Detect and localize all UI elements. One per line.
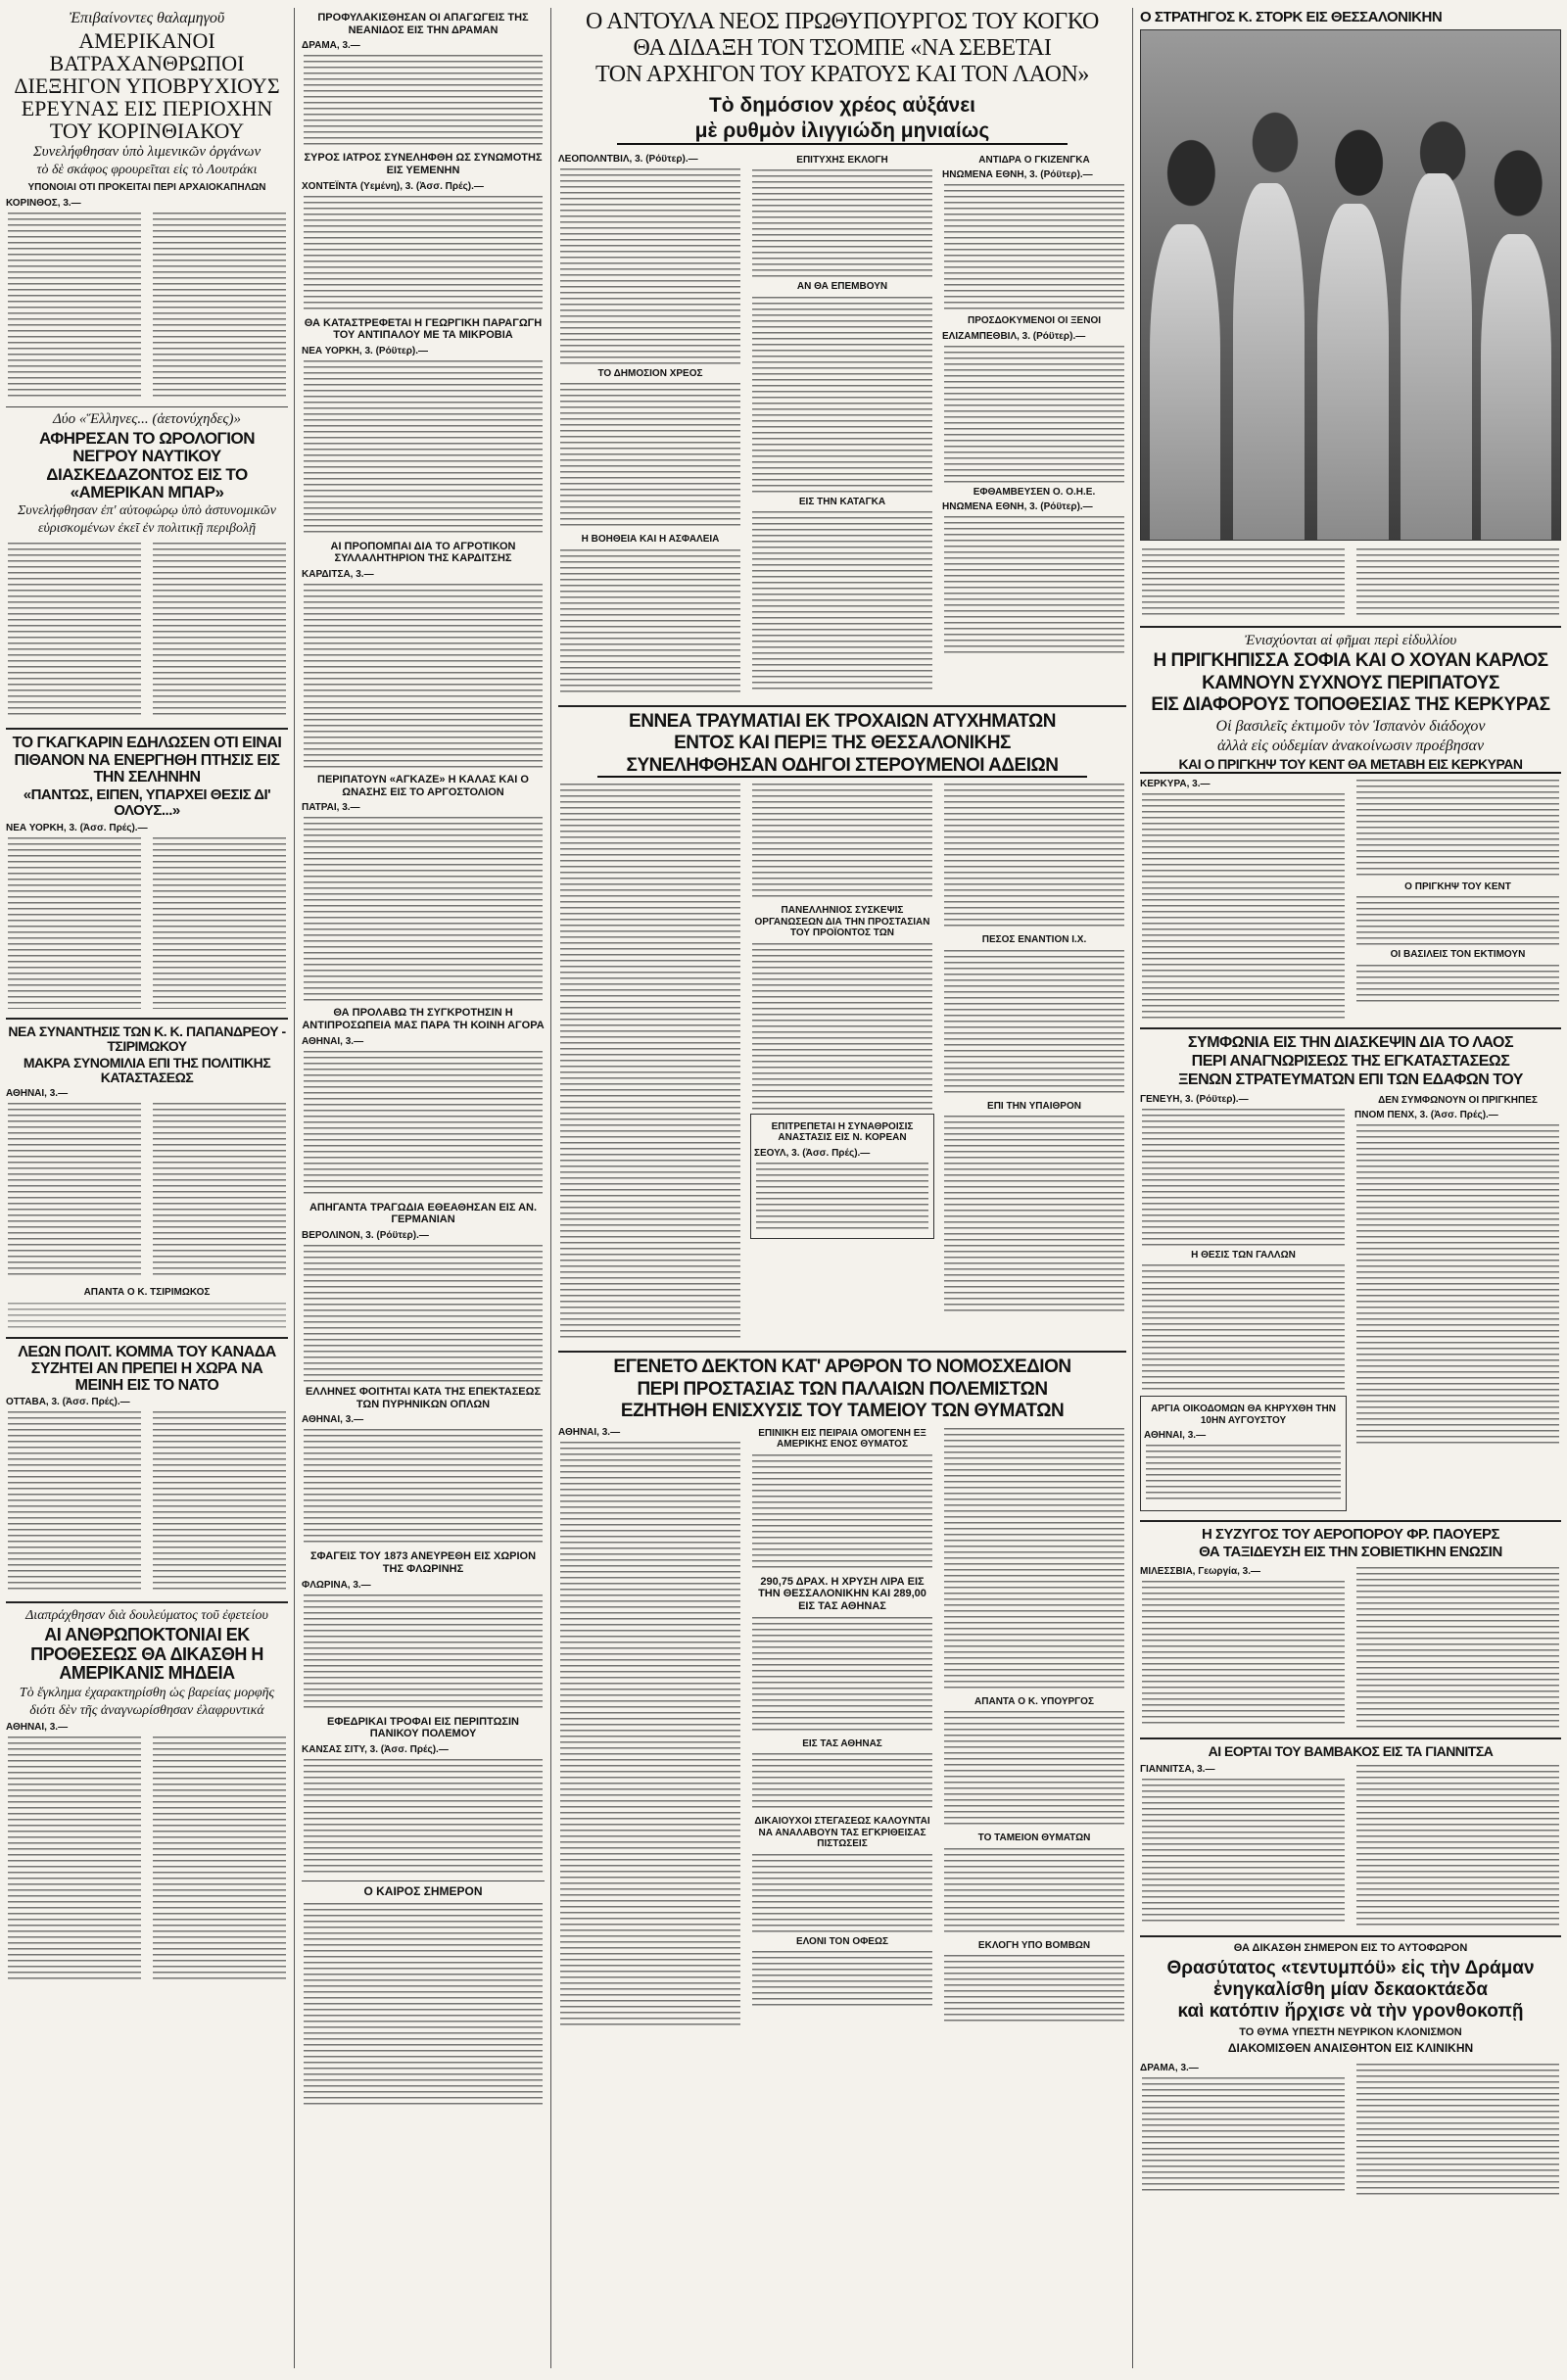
article-body-text xyxy=(752,1617,932,1735)
article-body-text xyxy=(752,1753,932,1812)
article-dateline: ΑΘΗΝΑΙ, 3.— xyxy=(558,1426,621,1438)
lead-headline: ΘΑ ΔΙΔΑΞΗ ΤΟΝ ΤΣΟΜΠΕ «ΝΑ ΣΕΒΕΤΑΙ xyxy=(633,35,1052,62)
article-subhead: ΠΡΟΦΥΛΑΚΙΣΘΗΣΑΝ ΟΙ ΑΠΑΓΩΓΕΙΣ ΤΗΣ ΝΕΑΝΙΔΟΣ ΕΙΣ ΤΗΝ ΔΡΑΜΑΝ xyxy=(317,12,529,36)
article-body-text xyxy=(944,1711,1124,1829)
article-body-text xyxy=(752,1951,932,2010)
gold-price-headline: 290,75 ΔΡΑΧ. Η ΧΡΥΣΗ ΛΙΡΑ ΕΙΣ ΤΗΝ ΘΕΣΣΑΛΟΝΙΚΗΝ ΚΑΙ 289,00 ΕΙΣ ΤΑΣ ΑΘΗΝΑΣ xyxy=(758,1575,926,1612)
article-headline: ΑΜΕΡΙΚΑΝΟΙ ΒΑΤΡΑΧΑΝΘΡΩΠΟΙ ΔΙΕΞΗΓΟΝ ΥΠΟΒΡΥΧΙΟΥΣ ΕΡΕΥΝΑΣ ΕΙΣ ΠΕΡΙΟΧΗΝ ΤΟΥ ΚΟΡΙΝΘΙΑΚΟΥ xyxy=(14,28,280,144)
article-deck: Οἱ βασιλεῖς ἐκτιμοῦν τὸν Ἱσπανὸν διάδοχον xyxy=(1215,717,1486,735)
article-body-text xyxy=(1356,2064,1559,2196)
article-subhead: ΔΙΚΑΙΟΥΧΟΙ ΣΤΕΓΑΣΕΩΣ ΚΑΛΟΥΝΤΑΙ ΝΑ ΑΝΑΛΑΒΟΥΝ ΤΑΣ ΕΓΚΡΙΘΕΙΣΑΣ ΠΙΣΤΩΣΕΙΣ xyxy=(754,1816,930,1850)
article-dateline: ΔΡΑΜΑ, 3.— xyxy=(302,40,360,52)
article-headline: «ΠΑΝΤΩΣ, ΕΙΠΕΝ, ΥΠΑΡΧΕΙ ΘΕΣΙΣ ΔΙ' ΟΛΟΥΣ...» xyxy=(23,786,271,820)
veterans-article-columns xyxy=(558,1424,1126,2033)
article-subhead: Η ΘΕΣΙΣ ΤΩΝ ΓΑΛΛΩΝ xyxy=(1191,1249,1296,1261)
article-headline: ΣΥΝΕΛΗΦΘΗΣΑΝ ΟΔΗΓΟΙ ΣΤΕΡΟΥΜΕΝΟΙ ΑΔΕΙΩΝ xyxy=(597,756,1087,779)
article-subhead: ΑΠΑΝΤΑ Ο Κ. ΤΣΙΡΙΜΩΚΟΣ xyxy=(83,1287,211,1299)
article-subhead: ΑΝΤΙΔΡΑ Ο ΓΚΙΖΕΝΓΚΑ xyxy=(978,154,1090,166)
article-headline: ΜΑΚΡΑ ΣΥΝΟΜΙΛΙΑ ΕΠΙ ΤΗΣ ΠΟΛΙΤΙΚΗΣ ΚΑΤΑΣΤΑΣΕΩΣ xyxy=(23,1054,271,1085)
article-dateline: ΧΟΝΤΕΪΝΤΑ (Υεμένη), 3. (Ἀσσ. Πρές).— xyxy=(302,180,484,192)
article-headline: ΞΕΝΩΝ ΣΤΡΑΤΕΥΜΑΤΩΝ ΕΠΙ ΤΩΝ ΕΔΑΦΩΝ ΤΟΥ xyxy=(1178,1071,1523,1089)
article-body-text xyxy=(752,511,932,692)
article-body-text xyxy=(756,1163,928,1231)
article-body-text xyxy=(153,1737,286,1981)
column-rule xyxy=(1132,8,1133,2368)
article-headline: ΣΥΜΦΩΝΙΑ ΕΙΣ ΤΗΝ ΔΙΑΣΚΕΨΙΝ ΔΙΑ ΤΟ ΛΑΟΣ xyxy=(1187,1033,1514,1051)
weather-body-text xyxy=(304,1903,543,2109)
article-subhead: ΕΚΛΟΓΗ ΥΠΟ ΒΟΜΒΩΝ xyxy=(977,1939,1091,1951)
article-body-text xyxy=(1142,1109,1345,1246)
article-body-text xyxy=(1356,1567,1559,1729)
article-subhead: ΑΠΑΝΤΑ Ο Κ. ΥΠΟΥΡΓΟΣ xyxy=(974,1695,1094,1707)
article-body-text xyxy=(944,784,1124,930)
article-body-text xyxy=(944,1955,1124,2023)
article-subhead: ΕΙΣ ΤΑΣ ΑΘΗΝΑΣ xyxy=(802,1737,882,1749)
article-headline: ἐνηγκαλίσθη μίαν δεκαοκτάεδα xyxy=(1212,1979,1489,2001)
news-photo xyxy=(1140,29,1561,541)
article-body-text xyxy=(304,360,543,537)
article-body-text xyxy=(304,1245,543,1382)
photo-caption xyxy=(1356,548,1559,617)
article-subhead: Ο ΠΡΙΓΚΗΨ ΤΟΥ ΚΕΝΤ xyxy=(1404,881,1511,892)
article-body-text xyxy=(1356,965,1559,1004)
lead-headline: ΤΟΝ ΑΡΧΗΓΟΝ ΤΟΥ ΚΡΑΤΟΥΣ ΚΑΙ ΤΟΝ ΛΑΟΝ» xyxy=(594,62,1090,88)
article-headline: Θρασύτατος «τεντυμπόϋ» εἰς τὴν Δράμαν xyxy=(1166,1958,1535,1979)
photo-headline: Ο ΣΤΡΑΤΗΓΟΣ Κ. ΣΤΟΡΚ ΕΙΣ ΘΕΣΣΑΛΟΝΙΚΗΝ xyxy=(1140,9,1443,25)
article-body-text xyxy=(944,950,1124,1097)
article-body-text xyxy=(1356,896,1559,945)
article-body-text xyxy=(944,184,1124,311)
article-subhead: ΕΠΙΝΙΚΗ ΕΙΣ ΠΕΙΡΑΙΑ ΟΜΟΓΕΝΗ ΕΞ ΑΜΕΡΙΚΗΣ ΕΝΟΣ ΘΥΜΑΤΟΣ xyxy=(758,1427,926,1451)
article-body-text xyxy=(944,1116,1124,1311)
article-body-text xyxy=(153,1411,286,1593)
article-body-text xyxy=(1142,1581,1345,1728)
article-dateline: ΒΕΡΟΛΙΝΟΝ, 3. (Ρόϋτερ).— xyxy=(302,1229,429,1241)
article-dateline: ΓΕΝΕΥΗ, 3. (Ρόϋτερ).— xyxy=(1140,1093,1249,1105)
article-body-text xyxy=(1356,1765,1559,1927)
article-dateline: ΗΝΩΜΕΝΑ ΕΘΝΗ, 3. (Ρόϋτερ).— xyxy=(942,169,1093,181)
article-body-text xyxy=(560,383,740,530)
article-subhead: ΠΑΝΕΛΛΗΝΙΟΣ ΣΥΣΚΕΨΙΣ ΟΡΓΑΝΩΣΕΩΝ ΔΙΑ ΤΗΝ ΠΡΟΣΤΑΣΙΑΝ ΤΟΥ ΠΡΟΪΟΝΤΟΣ ΤΩΝ xyxy=(754,905,930,939)
article-dateline: ΟΤΤΑΒΑ, 3. (Ἀσσ. Πρές).— xyxy=(6,1397,130,1408)
article-dateline: ΑΘΗΝΑΙ, 3.— xyxy=(1144,1430,1207,1442)
article-body-text xyxy=(153,837,286,1009)
article-body-text xyxy=(8,213,141,399)
article-headline: ΑΙ ΑΝΘΡΩΠΟΚΤΟΝΙΑΙ ΕΚ ΠΡΟΘΕΣΕΩΣ ΘΑ ΔΙΚΑΣΘΗ Η ΑΜΕΡΙΚΑΝΙΣ ΜΗΔΕΙΑ xyxy=(30,1625,263,1684)
lead-article-columns xyxy=(558,151,1126,700)
article-body-text xyxy=(8,837,141,1009)
article-subhead: ΘΑ ΚΑΤΑΣΤΡΕΦΕΤΑΙ Η ΓΕΩΡΓΙΚΗ ΠΑΡΑΓΩΓΗ ΤΟΥ ΑΝΤΙΠΑΛΟΥ ΜΕ ΤΑ ΜΙΚΡΟΒΙΑ xyxy=(304,316,543,342)
article-dateline: ΓΙΑΝΝΙΤΣΑ, 3.— xyxy=(1140,1763,1215,1775)
column-second xyxy=(296,8,550,2113)
article-kicker: ΘΑ ΔΙΚΑΣΘΗ ΣΗΜΕΡΟΝ ΕΙΣ ΤΟ ΑΥΤΟΦΩΡΟΝ xyxy=(1233,1941,1468,1954)
article-body-text xyxy=(752,784,932,901)
article-kicker: Δύο «Ἕλληνες... (ἀετονύχηδες)» xyxy=(52,410,242,427)
article-subhead: ΕΠΙ ΤΗΝ ΥΠΑΙΘΡΟΝ xyxy=(987,1100,1081,1112)
article-body-text xyxy=(153,213,286,399)
article-body-text xyxy=(8,543,141,719)
article-subhead: ΕΙΣ ΤΗΝ ΚΑΤΑΓΚΑ xyxy=(798,496,886,507)
article-subhead: ΤΟ ΘΥΜΑ ΥΠΕΣΤΗ ΝΕΥΡΙΚΟΝ ΚΛΟΝΙΣΜΟΝ xyxy=(1239,2025,1462,2038)
article-dateline: ΔΡΑΜΑ, 3.— xyxy=(1140,2063,1199,2074)
article-kicker: Ἐνισχύονται αἱ φῆμαι περὶ εἰδυλλίου xyxy=(1244,633,1457,649)
article-subhead: ΣΦΑΓΕΙΣ ΤΟΥ 1873 ΑΝΕΥΡΕΘΗ ΕΙΣ ΧΩΡΙΟΝ ΤΗΣ ΦΛΩΡΙΝΗΣ xyxy=(309,1550,537,1575)
article-subhead: ΘΑ ΠΡΟΛΑΒΩ ΤΗ ΣΥΓΚΡΟΤΗΣΙΝ Η ΑΝΤΙΠΡΟΣΩΠΕΙΑ ΜΑΣ ΠΑΡΑ ΤΗ ΚΟΙΝΗ ΑΓΟΡΑ xyxy=(302,1007,545,1032)
article-dateline: ΛΕΟΠΟΛΝΤΒΙΛ, 3. (Ρόϋτερ).— xyxy=(558,153,698,165)
article-body-text xyxy=(944,346,1124,483)
article-dateline: ΦΛΩΡΙΝΑ, 3.— xyxy=(302,1579,371,1591)
article-subhead: ΔΙΑΚΟΜΙΣΘΕΝ ΑΝΑΙΣΘΗΤΟΝ ΕΙΣ ΚΛΙΝΙΚΗΝ xyxy=(1227,2041,1474,2056)
article-subhead: ΕΦΘΑΜΒΕΥΣΕΝ Ο. Ο.Η.Ε. xyxy=(973,486,1096,498)
article-headline: ΑΙ ΕΟΡΤΑΙ ΤΟΥ ΒΑΜΒΑΚΟΣ ΕΙΣ ΤΑ ΓΙΑΝΝΙΤΣΑ xyxy=(1208,1742,1494,1759)
article-dateline: ΑΘΗΝΑΙ, 3.— xyxy=(302,1414,364,1426)
article-subhead: ΠΡΟΣΔΟΚΥΜΕΝΟΙ ΟΙ ΞΕΝΟΙ xyxy=(967,315,1102,327)
article-subhead: ΑΝ ΘΑ ΕΠΕΜΒΟΥΝ xyxy=(796,281,888,293)
article-dateline: ΝΕΑ ΥΟΡΚΗ, 3. (Ρόϋτερ).— xyxy=(302,345,428,357)
article-subhead: ΑΙ ΠΡΟΠΟΜΠΑΙ ΔΙΑ ΤΟ ΑΓΡΟΤΙΚΟΝ ΣΥΛΛΑΛΗΤΗΡΙΟΝ ΤΗΣ ΚΑΡΔΙΤΣΗΣ xyxy=(330,540,516,565)
article-headline: ΝΕΑ ΣΥΝΑΝΤΗΣΙΣ ΤΩΝ Κ. Κ. ΠΑΠΑΝΔΡΕΟΥ - ΤΣΙΡΙΜΩΚΟΥ xyxy=(8,1023,286,1054)
article-subhead: ΕΛΟΝΙ ΤΟΝ ΟΦΕΩΣ xyxy=(795,1935,888,1947)
article-body-text xyxy=(560,1442,740,2029)
article-body-text xyxy=(304,1595,543,1712)
article-headline: ΕΝΝΕΑ ΤΡΑΥΜΑΤΙΑΙ ΕΚ ΤΡΟΧΑΙΩΝ ΑΤΥΧΗΜΑΤΩΝ xyxy=(629,710,1056,732)
article-headline: ΕΓΕΝΕΤΟ ΔΕΚΤΟΝ ΚΑΤ' ΑΡΘΡΟΝ ΤΟ ΝΟΜΟΣΧΕΔΙΟΝ xyxy=(613,1357,1071,1378)
article-kicker: Ἐπιβαίνοντες θαλαμηγοῦ xyxy=(69,10,225,26)
article-dateline: ΑΘΗΝΑΙ, 3.— xyxy=(302,1035,364,1047)
article-subhead: ΕΦΕΔΡΙΚΑΙ ΤΡΟΦΑΙ ΕΙΣ ΠΕΡΙΠΤΩΣΙΝ ΠΑΝΙΚΟΥ ΠΟΛΕΜΟΥ xyxy=(326,1715,519,1740)
article-deck: Τὸ ἔγκλημα ἐχαρακτηρίσθη ὡς βαρείας μορφῆς xyxy=(19,1685,275,1700)
article-headline: ΛΕΩΝ ΠΟΛΙΤ. ΚΟΜΜΑ ΤΟΥ ΚΑΝΑΔΑ ΣΥΖΗΤΕΙ ΑΝ ΠΡΕΠΕΙ Η ΧΩΡΑ ΝΑ ΜΕΙΝΗ ΕΙΣ ΤΟ ΝΑΤΟ xyxy=(18,1343,276,1395)
article-subhead: ΑΠΗΓΑΝΤΑ ΤΡΑΓΩΔΙΑ ΕΘΕΑΘΗΣΑΝ ΕΙΣ ΑΝ. ΓΕΡΜΑΝΙΑΝ xyxy=(309,1201,538,1226)
article-headline: καὶ κατόπιν ἤρχισε νὰ τὴν γρονθοκοπῇ xyxy=(1177,2000,1524,2022)
article-headline: ΘΑ ΤΑΞΙΔΕΥΣΗ ΕΙΣ ΤΗΝ ΣΟΒΙΕΤΙΚΗΝ ΕΝΩΣΙΝ xyxy=(1199,1544,1502,1561)
article-body-text xyxy=(1356,1124,1559,1448)
article-subhead: ΚΑΙ Ο ΠΡΙΓΚΗΨ ΤΟΥ ΚΕΝΤ ΘΑ ΜΕΤΑΒΗ ΕΙΣ ΚΕΡΚΥΡΑΝ xyxy=(1140,757,1561,774)
article-body-text xyxy=(752,1854,932,1932)
article-body-text xyxy=(1356,780,1559,878)
article-body-text xyxy=(560,784,740,1342)
article-headline: ΕΙΣ ΔΙΑΦΟΡΟΥΣ ΤΟΠΟΘΕΣΙΑΣ ΤΗΣ ΚΕΡΚΥΡΑΣ xyxy=(1151,694,1550,716)
article-body-text xyxy=(752,297,932,493)
article-body-text xyxy=(1142,1264,1345,1392)
article-body-text xyxy=(560,168,740,364)
article-dateline: ΠΝΟΜ ΠΕΝΧ, 3. (Ἀσσ. Πρές).— xyxy=(1354,1110,1498,1121)
article-dateline: ΣΕΟΥΛ, 3. (Ἀσσ. Πρές).— xyxy=(754,1147,871,1159)
article-body-text xyxy=(304,1051,543,1198)
article-body-text xyxy=(8,1303,286,1332)
article-body-text xyxy=(944,1428,1124,1692)
article-subhead: ΠΕΡΙΠΑΤΟΥΝ «ΑΓΚΑΖΕ» Η ΚΑΛΑΣ ΚΑΙ Ο ΩΝΑΣΗΣ ΕΙΣ ΤΟ ΑΡΓΟΣΤΟΛΙΟΝ xyxy=(317,774,529,798)
article-subhead: ΤΟ ΔΗΜΟΣΙΟΝ ΧΡΕΟΣ xyxy=(597,367,703,379)
article-dateline: ΚΑΝΣΑΣ ΣΙΤΥ, 3. (Ἀσσ. Πρές).— xyxy=(302,1743,449,1755)
column-center xyxy=(552,8,1132,2033)
article-deck: διότι δὲν τῆς ἀναγνωρίσθησαν ἐλαφρυντικά xyxy=(29,1702,264,1718)
article-body-text xyxy=(304,817,543,1003)
article-body-text xyxy=(1142,793,1345,1019)
article-body-text xyxy=(1146,1445,1341,1503)
article-body-text xyxy=(944,516,1124,653)
article-body-text xyxy=(304,1759,543,1877)
article-body-text xyxy=(304,55,543,148)
article-body-text xyxy=(560,549,740,696)
column-left xyxy=(0,8,294,1985)
article-body-text xyxy=(1142,1779,1345,1926)
article-deck: τὸ δὲ σκάφος φρουρεῖται εἰς τὸ Λουτράκι xyxy=(36,163,258,178)
lead-deck: Τὸ δημόσιον χρέος αὐξάνει xyxy=(708,93,976,117)
article-subhead: ΥΠΟΝΟΙΑΙ ΟΤΙ ΠΡΟΚΕΙΤΑΙ ΠΕΡΙ ΑΡΧΑΙΟΚΑΠΗΛΩΝ xyxy=(27,182,266,194)
article-body-text xyxy=(153,1103,286,1279)
article-deck: εὑρισκομένων ἐκεῖ ἐν πολιτικῇ περιβολῇ xyxy=(37,521,257,537)
article-body-text xyxy=(8,1411,141,1593)
article-dateline: ΕΛΙΖΑΜΠΕΘΒΙΛ, 3. (Ρόϋτερ).— xyxy=(942,330,1086,342)
article-dateline: ΗΝΩΜΕΝΑ ΕΘΝΗ, 3. (Ρόϋτερ).— xyxy=(942,501,1093,513)
lead-headline: Ο ΑΝΤΟΥΛΑ ΝΕΟΣ ΠΡΩΘΥΠΟΥΡΓΟΣ ΤΟΥ ΚΟΓΚΟ xyxy=(586,9,1099,34)
article-headline: ΚΑΜΝΟΥΝ ΣΥΧΝΟΥΣ ΠΕΡΙΠΑΤΟΥΣ xyxy=(1202,672,1499,693)
column-rule xyxy=(550,8,551,2368)
article-body-text xyxy=(153,543,286,719)
article-dateline: ΚΕΡΚΥΡΑ, 3.— xyxy=(1140,778,1211,789)
column-right xyxy=(1134,8,1567,2200)
article-headline: ΠΕΡΙ ΑΝΑΓΝΩΡΙΣΕΩΣ ΤΗΣ ΕΓΚΑΤΑΣΤΑΣΕΩΣ xyxy=(1191,1053,1510,1071)
article-body-text xyxy=(752,1454,932,1572)
article-headline: ΕΝΤΟΣ ΚΑΙ ΠΕΡΙΞ ΤΗΣ ΘΕΣΣΑΛΟΝΙΚΗΣ xyxy=(674,733,1011,754)
lead-deck: μὲ ρυθμὸν ἰλιγγιώδη μηνιαίως xyxy=(617,119,1068,145)
article-dateline: ΚΑΡΔΙΤΣΑ, 3.— xyxy=(302,569,374,581)
article-headline: Η ΣΥΖΥΓΟΣ ΤΟΥ ΑΕΡΟΠΟΡΟΥ ΦΡ. ΠΑΟΥΕΡΣ xyxy=(1202,1526,1499,1544)
article-deck: Συνελήφθησαν ἐπ' αὐτοφώρῳ ὑπὸ ἀστυνομικῶν xyxy=(17,503,277,519)
article-subhead: ΑΡΓΙΑ ΟΙΚΟΔΟΜΩΝ ΘΑ ΚΗΡΥΧΘΗ ΤΗΝ 10ΗΝ ΑΥΓΟΥΣΤΟΥ xyxy=(1151,1404,1336,1426)
article-body-text xyxy=(8,1103,141,1279)
article-body-text xyxy=(1142,2077,1345,2195)
article-headline: Η ΠΡΙΓΚΗΠΙΣΣΑ ΣΟΦΙΑ ΚΑΙ Ο ΧΟΥΑΝ ΚΑΡΛΟΣ xyxy=(1153,650,1548,672)
article-deck: Συνελήφθησαν ὑπὸ λιμενικῶν ὀργάνων xyxy=(32,144,261,161)
article-headline: ΑΦΗΡΕΣΑΝ ΤΟ ΩΡΟΛΟΓΙΟΝ ΝΕΓΡΟΥ ΝΑΥΤΙΚΟΥ ΔΙΑΣΚΕΔΑΖΟΝΤΟΣ ΕΙΣ ΤΟ «ΑΜΕΡΙΚΑΝ ΜΠΑΡ» xyxy=(38,428,255,502)
article-subhead: ΕΛΛΗΝΕΣ ΦΟΙΤΗΤΑΙ ΚΑΤΑ ΤΗΣ ΕΠΕΚΤΑΣΕΩΣ ΤΩΝ ΠΥΡΗΝΙΚΩΝ ΟΠΛΩΝ xyxy=(305,1385,542,1410)
article-subhead: ΠΕΣΟΣ ΕΝΑΝΤΙΟΝ Ι.Χ. xyxy=(981,934,1087,946)
article-body-text xyxy=(304,196,543,313)
column-rule xyxy=(294,8,295,2368)
traffic-article-columns xyxy=(558,780,1126,1346)
article-dateline: ΑΘΗΝΑΙ, 3.— xyxy=(6,1721,69,1733)
article-body-text xyxy=(8,1737,141,1981)
article-dateline: ΝΕΑ ΥΟΡΚΗ, 3. (Ἀσσ. Πρές).— xyxy=(6,822,148,833)
article-body-text xyxy=(304,1429,543,1547)
article-dateline: ΜΙΛΕΣΣΒΙΑ, Γεωργία, 3.— xyxy=(1140,1565,1261,1577)
article-subhead: ΤΟ ΤΑΜΕΙΟΝ ΘΥΜΑΤΩΝ xyxy=(977,1833,1091,1844)
article-headline: ΠΕΡΙ ΠΡΟΣΤΑΣΙΑΣ ΤΩΝ ΠΑΛΑΙΩΝ ΠΟΛΕΜΙΣΤΩΝ xyxy=(637,1378,1048,1400)
article-subhead: Η ΒΟΗΘΕΙΑ ΚΑΙ Η ΑΣΦΑΛΕΙΑ xyxy=(581,534,720,546)
article-dateline: ΚΟΡΙΝΘΟΣ, 3.— xyxy=(6,197,81,209)
photo-caption xyxy=(1142,548,1345,617)
article-deck: ἀλλὰ εἰς οὐδεμίαν ἀνακοίνωσιν προέβησαν xyxy=(1216,737,1485,754)
article-headline: ΤΟ ΓΚΑΓΚΑΡΙΝ ΕΔΗΛΩΣΕΝ ΟΤΙ ΕΙΝΑΙ ΠΙΘΑΝΟΝ ΝΑ ΕΝΕΡΓΗΘΗ ΠΤΗΣΙΣ ΕΙΣ ΤΗΝ ΣΕΛΗΝΗΝ xyxy=(12,735,282,785)
article-dateline: ΠΑΤΡΑΙ, 3.— xyxy=(302,802,360,814)
article-subhead: ΔΕΝ ΣΥΜΦΩΝΟΥΝ ΟΙ ΠΡΙΓΚΗΠΕΣ xyxy=(1378,1094,1538,1106)
article-body-text xyxy=(304,584,543,770)
article-dateline: ΑΘΗΝΑΙ, 3.— xyxy=(6,1088,69,1100)
article-subhead: ΕΠΙΤΡΕΠΕΤΑΙ Η ΣΥΝΑΘΡΟΙΣΙΣ ΑΝΑΣΤΑΣΙΣ ΕΙΣ Ν. ΚΟΡΕΑΝ xyxy=(771,1120,914,1144)
article-headline: ΕΖΗΤΗΘΗ ΕΝΙΣΧΥΣΙΣ ΤΟΥ ΤΑΜΕΙΟΥ ΤΩΝ ΘΥΜΑΤΩΝ xyxy=(620,1401,1065,1422)
weather-heading: Ο ΚΑΙΡΟΣ ΣΗΜΕΡΟΝ xyxy=(363,1883,483,1898)
article-body-text xyxy=(752,169,932,277)
article-body-text xyxy=(944,1848,1124,1936)
article-subhead: ΣΥΡΟΣ ΙΑΤΡΟΣ ΣΥΝΕΛΗΦΘΗ ΩΣ ΣΥΝΩΜΟΤΗΣ ΕΙΣ ΥΕΜΕΝΗΝ xyxy=(304,152,543,176)
article-body-text xyxy=(752,943,932,1110)
article-subhead: ΟΙ ΒΑΣΙΛΕΙΣ ΤΟΝ ΕΚΤΙΜΟΥΝ xyxy=(1390,949,1526,961)
article-kicker: Διαπράχθησαν διὰ δουλεύματος τοῦ ἐφετείου xyxy=(25,1608,268,1624)
article-subhead: ΕΠΙΤΥΧΗΣ ΕΚΛΟΓΗ xyxy=(796,154,888,166)
